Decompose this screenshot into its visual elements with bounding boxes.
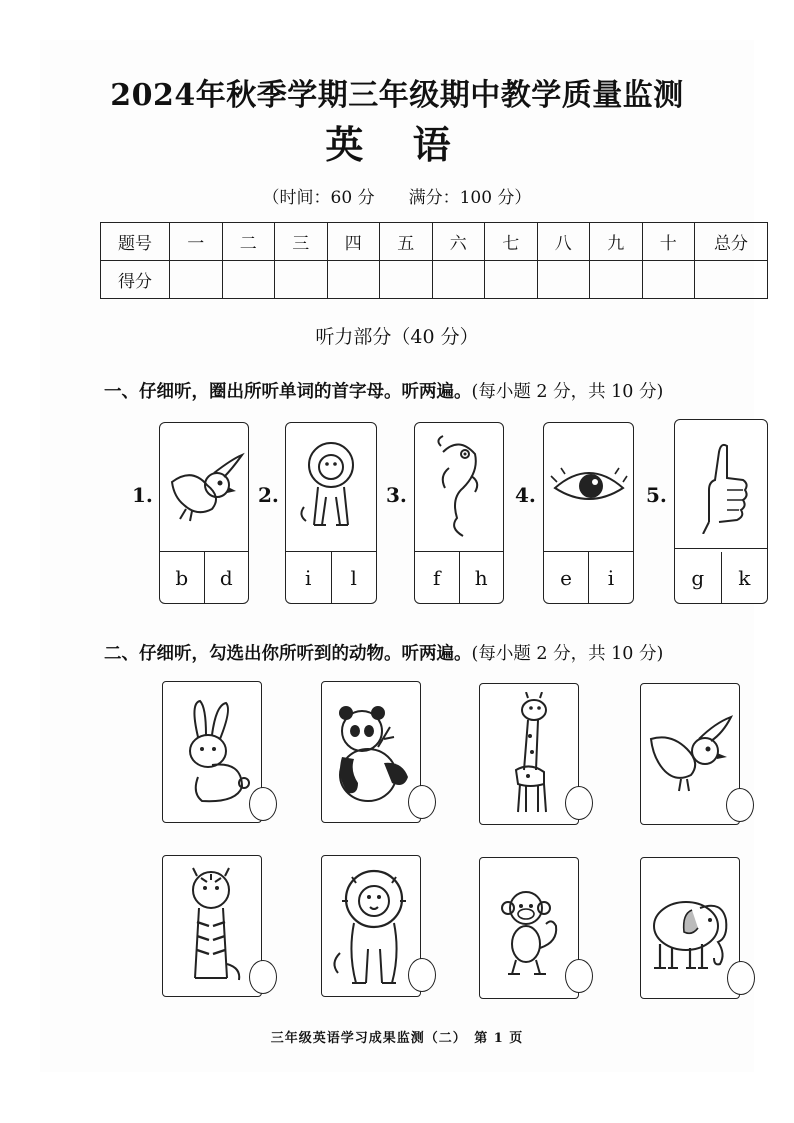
- item-number: 4.: [515, 483, 536, 507]
- tiger-icon: [162, 855, 262, 997]
- part1-note: (每小题 2 分，共 10 分): [471, 382, 664, 402]
- time-info: （时间：60 分 满分：100 分）: [262, 188, 532, 208]
- eye-icon: [544, 423, 633, 552]
- monkey-icon: [479, 857, 579, 999]
- answer-circle[interactable]: [408, 785, 436, 819]
- score-cell[interactable]: [275, 261, 328, 299]
- part2-instruction: 二、仔细听，勾选出你所听到的动物。听两遍。: [104, 644, 472, 664]
- lion-icon: [321, 855, 421, 997]
- header-cell: 五: [380, 223, 433, 261]
- header-cell: 七: [485, 223, 538, 261]
- item-number: 5.: [646, 483, 667, 507]
- score-cell[interactable]: [380, 261, 433, 299]
- letter-option[interactable]: f: [433, 565, 441, 590]
- lion-icon: [286, 423, 376, 552]
- letter-options: [544, 552, 633, 603]
- part1-instruction: 一、仔细听，圈出所听单词的首字母。听两遍。: [104, 382, 472, 402]
- score-table-score-row: [101, 261, 768, 299]
- thumbs-up-icon: [675, 420, 767, 549]
- elephant-icon: [640, 857, 740, 999]
- bird-icon: [160, 423, 248, 552]
- header-cell: 八: [537, 223, 590, 261]
- rabbit-icon: [162, 681, 262, 823]
- header-cell: 九: [590, 223, 643, 261]
- answer-circle[interactable]: [565, 786, 593, 820]
- score-cell[interactable]: [485, 261, 538, 299]
- answer-circle[interactable]: [249, 960, 277, 994]
- header-cell: 题号: [101, 223, 170, 261]
- letter-options: [286, 552, 376, 603]
- part1-title: [104, 378, 663, 403]
- listening-heading: 听力部分（40 分）: [315, 326, 479, 348]
- answer-circle[interactable]: [565, 959, 593, 993]
- letter-option[interactable]: g: [691, 565, 705, 590]
- letter-option[interactable]: i: [305, 565, 312, 590]
- score-cell[interactable]: [432, 261, 485, 299]
- giraffe-icon: [479, 683, 579, 825]
- panda-icon: [321, 681, 421, 823]
- item-number: 1.: [132, 483, 153, 507]
- letter-card-4: [543, 422, 634, 604]
- letter-option[interactable]: e: [560, 565, 572, 590]
- answer-circle[interactable]: [726, 788, 754, 822]
- answer-circle[interactable]: [249, 787, 277, 821]
- item-number: 3.: [386, 483, 407, 507]
- letter-card-5: [674, 419, 768, 604]
- score-cell[interactable]: [327, 261, 380, 299]
- score-table-header-row: [101, 223, 768, 261]
- header-cell: 六: [432, 223, 485, 261]
- score-cell[interactable]: [695, 261, 768, 299]
- letter-card-3: [414, 422, 504, 604]
- letter-options: [160, 552, 248, 603]
- letter-options: [675, 552, 767, 603]
- bird-icon: [640, 683, 740, 825]
- exam-title: 2024年秋季学期三年级期中教学质量监测: [110, 78, 684, 113]
- header-cell: 三: [275, 223, 328, 261]
- score-cell[interactable]: [222, 261, 275, 299]
- part2-note: (每小题 2 分，共 10 分): [471, 644, 664, 664]
- header-cell: 四: [327, 223, 380, 261]
- header-cell: 十: [642, 223, 695, 261]
- fish-icon: [415, 423, 503, 552]
- letter-option[interactable]: l: [331, 552, 377, 603]
- letter-options: [415, 552, 503, 603]
- letter-option[interactable]: k: [721, 552, 768, 603]
- score-table: [100, 222, 768, 299]
- answer-circle[interactable]: [727, 961, 755, 995]
- page-footer: 三年级英语学习成果监测（二） 第 1 页: [270, 1031, 524, 1046]
- subject-title: 英 语: [325, 122, 469, 167]
- score-cell[interactable]: [170, 261, 223, 299]
- score-cell[interactable]: [537, 261, 590, 299]
- letter-option[interactable]: h: [459, 552, 504, 603]
- score-label-cell: 得分: [101, 261, 170, 299]
- letter-option[interactable]: b: [175, 565, 189, 590]
- header-cell: 总分: [695, 223, 768, 261]
- letter-card-1: [159, 422, 249, 604]
- letter-option[interactable]: i: [588, 552, 633, 603]
- item-number: 2.: [258, 483, 279, 507]
- score-cell[interactable]: [642, 261, 695, 299]
- part2-title: [104, 640, 663, 665]
- header-cell: 二: [222, 223, 275, 261]
- letter-card-2: [285, 422, 377, 604]
- letter-option[interactable]: d: [204, 552, 249, 603]
- header-cell: 一: [170, 223, 223, 261]
- score-cell[interactable]: [590, 261, 643, 299]
- answer-circle[interactable]: [408, 958, 436, 992]
